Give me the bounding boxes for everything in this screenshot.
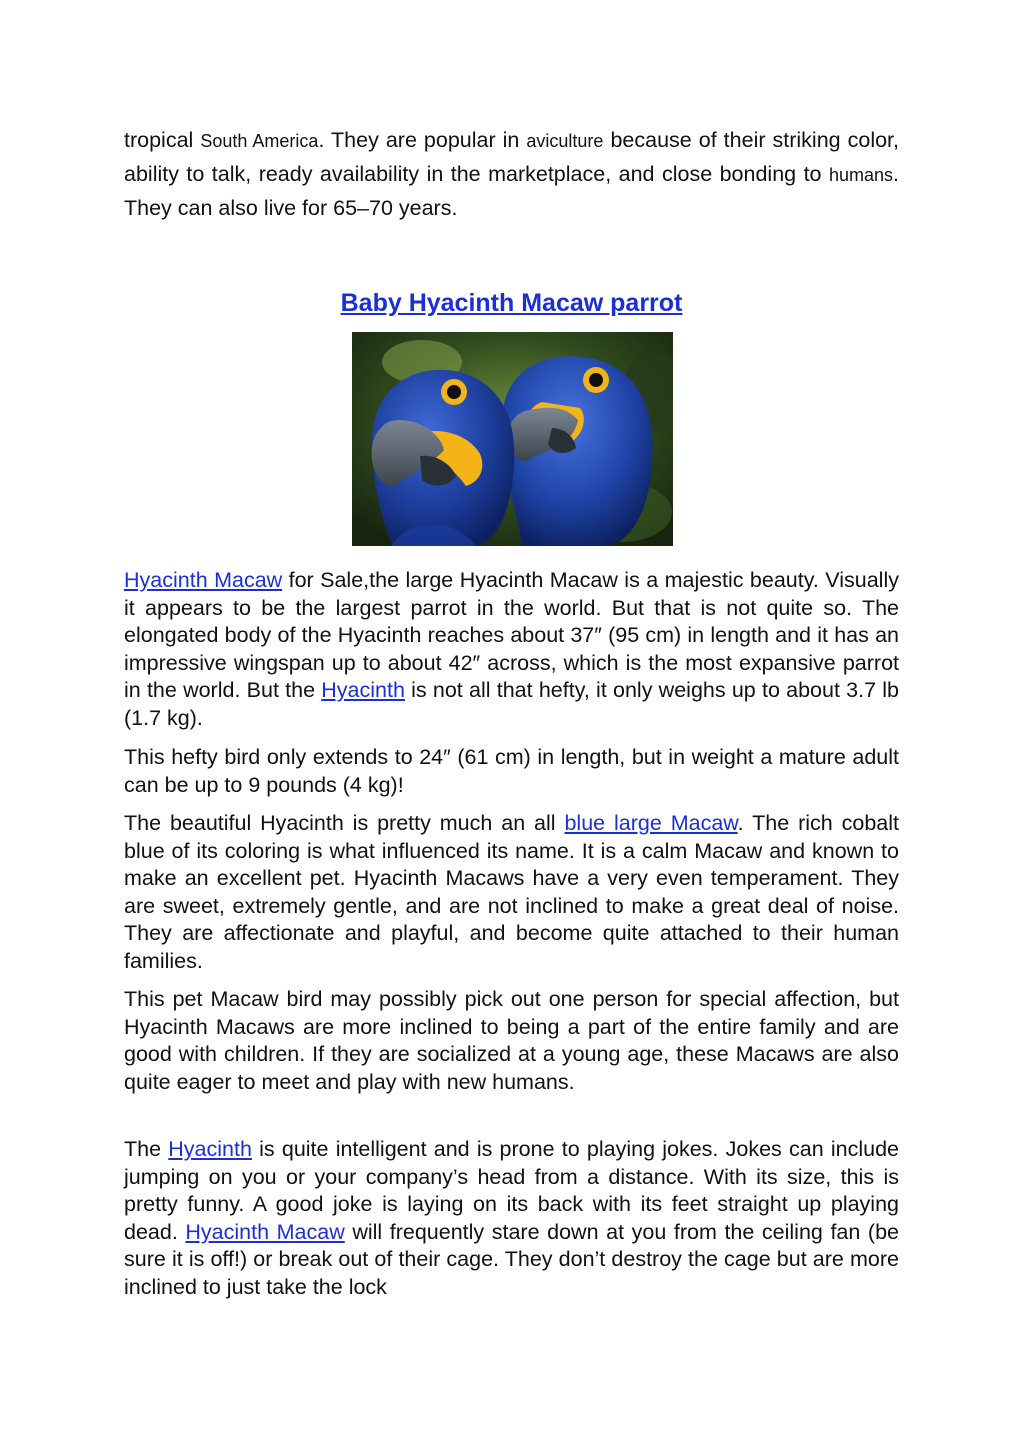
hyacinth-macaw-link[interactable]: Hyacinth Macaw [124, 568, 283, 592]
paragraph-text: is quite intelligent and is prone to playing jokes. Jokes can include jumping on you or your company’s head from a distance. With its size, this is pretty funny. A good joke is laying on its back with its feet straight up playing dead. [124, 1137, 899, 1244]
intro-paragraph [124, 124, 899, 225]
paragraph-text: . The rich cobalt blue of its coloring is what influenced its name. It is a calm Macaw and known to make an excellent pet. Hyacinth Macaws have a very even temperament. They are sweet, extremely gentle, and are not inclined to make a great deal of noise. They are affectionate and playful, and become quite attached to their human families. [124, 811, 899, 973]
hyacinth-link[interactable]: Hyacinth [168, 1137, 252, 1161]
paragraph-text: The [124, 1137, 169, 1161]
macaw-photo [352, 332, 673, 546]
paragraph-family [124, 986, 899, 1096]
paragraph-text: The beautiful Hyacinth is pretty much an all [124, 811, 565, 835]
intro-text: tropical [124, 128, 201, 152]
blue-large-macaw-link[interactable]: blue large Macaw [564, 811, 738, 835]
intro-text-aviculture: aviculture [526, 131, 604, 151]
paragraph-weight [124, 744, 899, 799]
hyacinth-link[interactable]: Hyacinth [321, 678, 405, 703]
intro-text-south-america: South America [200, 131, 319, 151]
section-heading [124, 286, 899, 320]
paragraph-size [124, 567, 899, 733]
paragraph-text: will frequently stare down at you from the ceiling fan (be sure it is off!) or break out of their cage. They don’t destroy the cage but are more inclined to just take the lock [124, 1219, 900, 1299]
paragraph-temperament [124, 810, 899, 976]
intro-text: . They can also live for 65–70 years. [124, 162, 899, 220]
paragraph-text: This hefty bird only extends to 24″ (61 cm) in length, but in weight a mature adult can be up to 9 pounds (4 kg)! [124, 745, 899, 797]
hyacinth-macaw-link[interactable]: Hyacinth Macaw [185, 1219, 345, 1244]
paragraph-text: for Sale,the large Hyacinth Macaw is a majestic beauty. Visually it appears to be the largest parrot in the world. But that is not quite so. The elongated body of the Hyacinth reaches about 37″ (95 cm) in length and it has an impressive wingspan up to about 42″ across, which is the most expansive parrot in the world. But the [124, 568, 899, 703]
paragraph-intelligence [124, 1136, 899, 1302]
intro-text: . They are popular in [318, 128, 527, 152]
heading-link[interactable]: Baby Hyacinth Macaw parrot [340, 289, 683, 317]
macaw-illustration [352, 332, 673, 546]
intro-text: because of their striking color, ability to talk, ready availability in the marketplace, and close bonding to [124, 128, 900, 186]
intro-text-humans: humans [828, 165, 894, 185]
paragraph-text: This pet Macaw bird may possibly pick out one person for special affection, but Hyacinth Macaws are more inclined to being a part of the entire family and are good with children. If they are socialized at a young age, these Macaws are also quite eager to meet and play with new humans. [124, 987, 899, 1094]
paragraph-text: is not all that hefty, it only weighs up to about 3.7 lb (1.7 kg). [124, 678, 899, 730]
